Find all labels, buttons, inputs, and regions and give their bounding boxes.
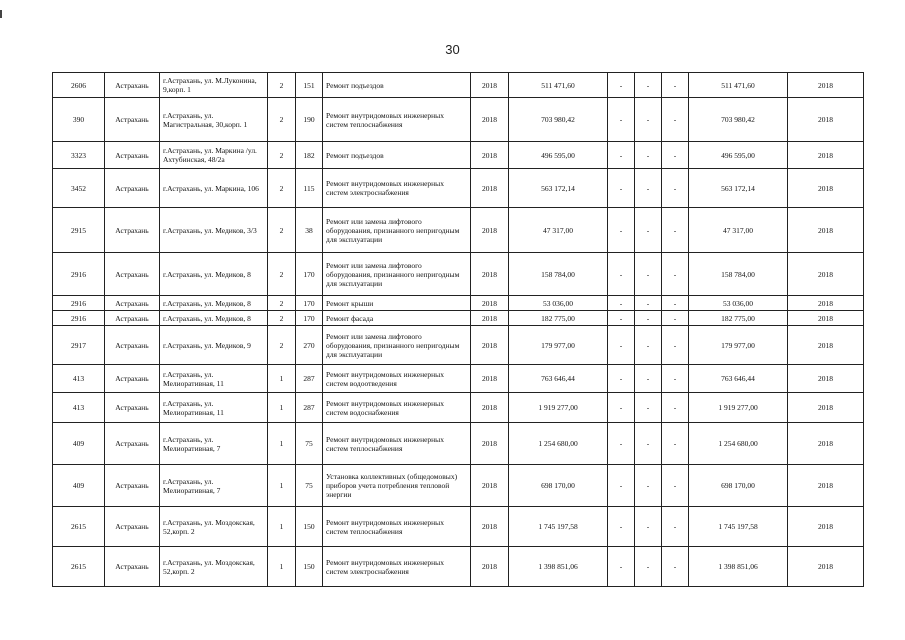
column-b-cell: 150	[296, 547, 323, 587]
dash-cell: -	[662, 326, 689, 365]
year-cell: 2018	[471, 296, 509, 311]
work-type-cell: Ремонт внутридомовых инженерных систем электроснабжения	[323, 169, 471, 208]
column-a-cell: 1	[268, 393, 296, 423]
row-id-cell: 409	[53, 465, 105, 507]
dash-cell: -	[635, 547, 662, 587]
dash-cell: -	[608, 326, 635, 365]
city-cell: Астрахань	[105, 208, 160, 253]
end-year-cell: 2018	[788, 296, 864, 311]
address-cell: г.Астрахань, ул. Медиков, 8	[160, 253, 268, 296]
city-cell: Астрахань	[105, 465, 160, 507]
table-row	[53, 507, 864, 547]
dash-cell: -	[662, 465, 689, 507]
work-type-cell: Ремонт внутридомовых инженерных систем электроснабжения	[323, 547, 471, 587]
address-cell: г.Астрахань, ул. Мелиоративная, 11	[160, 365, 268, 393]
address-cell: г.Астрахань, ул. Моздокская, 52,корп. 2	[160, 547, 268, 587]
dash-cell: -	[608, 423, 635, 465]
work-type-cell: Ремонт или замена лифтового оборудования, признанного непригодным для эксплуатации	[323, 326, 471, 365]
year-cell: 2018	[471, 423, 509, 465]
dash-cell: -	[635, 311, 662, 326]
sum-cell: 698 170,00	[509, 465, 608, 507]
sum-cell: 1 398 851,06	[509, 547, 608, 587]
column-a-cell: 2	[268, 326, 296, 365]
work-type-cell: Установка коллективных (общедомовых) приборов учета потребления тепловой энергии	[323, 465, 471, 507]
table-row	[53, 465, 864, 507]
column-b-cell: 287	[296, 365, 323, 393]
address-cell: г.Астрахань, ул. Медиков, 8	[160, 296, 268, 311]
end-year-cell: 2018	[788, 326, 864, 365]
column-a-cell: 1	[268, 465, 296, 507]
sum-cell: 1 919 277,00	[509, 393, 608, 423]
dash-cell: -	[635, 142, 662, 169]
dash-cell: -	[635, 365, 662, 393]
total-cell: 511 471,60	[689, 73, 788, 98]
page-number: 30	[445, 42, 460, 57]
row-id-cell: 2915	[53, 208, 105, 253]
address-cell: г.Астрахань, ул. Маркина /ул. Ахтубинская, 48/2а	[160, 142, 268, 169]
end-year-cell: 2018	[788, 253, 864, 296]
column-a-cell: 2	[268, 311, 296, 326]
address-cell: г.Астрахань, ул. Медиков, 8	[160, 311, 268, 326]
year-cell: 2018	[471, 253, 509, 296]
city-cell: Астрахань	[105, 365, 160, 393]
table-row	[53, 208, 864, 253]
city-cell: Астрахань	[105, 393, 160, 423]
dash-cell: -	[662, 73, 689, 98]
dash-cell: -	[608, 311, 635, 326]
end-year-cell: 2018	[788, 311, 864, 326]
dash-cell: -	[608, 393, 635, 423]
end-year-cell: 2018	[788, 365, 864, 393]
dash-cell: -	[662, 311, 689, 326]
dash-cell: -	[662, 547, 689, 587]
work-type-cell: Ремонт фасада	[323, 311, 471, 326]
year-cell: 2018	[471, 98, 509, 142]
dash-cell: -	[662, 208, 689, 253]
column-b-cell: 287	[296, 393, 323, 423]
dash-cell: -	[662, 393, 689, 423]
dash-cell: -	[635, 98, 662, 142]
city-cell: Астрахань	[105, 142, 160, 169]
row-id-cell: 2916	[53, 253, 105, 296]
column-b-cell: 75	[296, 423, 323, 465]
dash-cell: -	[635, 507, 662, 547]
work-type-cell: Ремонт внутридомовых инженерных систем водоснабжения	[323, 393, 471, 423]
dash-cell: -	[635, 423, 662, 465]
end-year-cell: 2018	[788, 507, 864, 547]
dash-cell: -	[635, 393, 662, 423]
address-cell: г.Астрахань, ул. Магистральная, 30,корп. 1	[160, 98, 268, 142]
dash-cell: -	[662, 253, 689, 296]
column-b-cell: 75	[296, 465, 323, 507]
dash-cell: -	[662, 423, 689, 465]
column-b-cell: 182	[296, 142, 323, 169]
address-cell: г.Астрахань, ул. Медиков, 3/3	[160, 208, 268, 253]
dash-cell: -	[608, 208, 635, 253]
work-type-cell: Ремонт внутридомовых инженерных систем водоотведения	[323, 365, 471, 393]
column-a-cell: 1	[268, 507, 296, 547]
dash-cell: -	[662, 169, 689, 208]
work-type-cell: Ремонт или замена лифтового оборудования, признанного непригодным для эксплуатации	[323, 253, 471, 296]
work-type-cell: Ремонт внутридомовых инженерных систем теплоснабжения	[323, 507, 471, 547]
sum-cell: 179 977,00	[509, 326, 608, 365]
sum-cell: 1 745 197,58	[509, 507, 608, 547]
column-b-cell: 190	[296, 98, 323, 142]
work-type-cell: Ремонт подъездов	[323, 142, 471, 169]
table-row	[53, 423, 864, 465]
column-a-cell: 2	[268, 73, 296, 98]
total-cell: 1 398 851,06	[689, 547, 788, 587]
column-b-cell: 150	[296, 507, 323, 547]
total-cell: 563 172,14	[689, 169, 788, 208]
address-cell: г.Астрахань, ул. Мелиоративная, 7	[160, 465, 268, 507]
year-cell: 2018	[471, 507, 509, 547]
end-year-cell: 2018	[788, 98, 864, 142]
work-type-cell: Ремонт или замена лифтового оборудования, признанного непригодным для эксплуатации	[323, 208, 471, 253]
year-cell: 2018	[471, 326, 509, 365]
sum-cell: 182 775,00	[509, 311, 608, 326]
table-row	[53, 73, 864, 98]
city-cell: Астрахань	[105, 326, 160, 365]
dash-cell: -	[608, 296, 635, 311]
row-id-cell: 2916	[53, 311, 105, 326]
end-year-cell: 2018	[788, 393, 864, 423]
row-id-cell: 2916	[53, 296, 105, 311]
address-cell: г.Астрахань, ул. Моздокская, 52,корп. 2	[160, 507, 268, 547]
table-row	[53, 326, 864, 365]
sum-cell: 511 471,60	[509, 73, 608, 98]
total-cell: 698 170,00	[689, 465, 788, 507]
city-cell: Астрахань	[105, 296, 160, 311]
address-cell: г.Астрахань, ул. М.Луконина, 9,корп. 1	[160, 73, 268, 98]
total-cell: 158 784,00	[689, 253, 788, 296]
works-table	[52, 72, 864, 587]
end-year-cell: 2018	[788, 169, 864, 208]
column-a-cell: 1	[268, 423, 296, 465]
sum-cell: 53 036,00	[509, 296, 608, 311]
row-id-cell: 409	[53, 423, 105, 465]
dash-cell: -	[608, 507, 635, 547]
table-row	[53, 142, 864, 169]
sum-cell: 763 646,44	[509, 365, 608, 393]
total-cell: 496 595,00	[689, 142, 788, 169]
scan-edge-mark	[0, 10, 2, 18]
city-cell: Астрахань	[105, 253, 160, 296]
total-cell: 1 919 277,00	[689, 393, 788, 423]
table-row	[53, 393, 864, 423]
column-b-cell: 38	[296, 208, 323, 253]
year-cell: 2018	[471, 547, 509, 587]
dash-cell: -	[608, 73, 635, 98]
work-type-cell: Ремонт внутридомовых инженерных систем теплоснабжения	[323, 98, 471, 142]
table-row	[53, 169, 864, 208]
dash-cell: -	[662, 507, 689, 547]
total-cell: 1 745 197,58	[689, 507, 788, 547]
dash-cell: -	[635, 465, 662, 507]
dash-cell: -	[608, 142, 635, 169]
end-year-cell: 2018	[788, 142, 864, 169]
column-a-cell: 2	[268, 296, 296, 311]
column-a-cell: 2	[268, 169, 296, 208]
year-cell: 2018	[471, 169, 509, 208]
dash-cell: -	[608, 465, 635, 507]
table-row	[53, 253, 864, 296]
address-cell: г.Астрахань, ул. Мелиоративная, 11	[160, 393, 268, 423]
dash-cell: -	[608, 98, 635, 142]
sum-cell: 703 980,42	[509, 98, 608, 142]
sum-cell: 563 172,14	[509, 169, 608, 208]
row-id-cell: 2615	[53, 507, 105, 547]
end-year-cell: 2018	[788, 547, 864, 587]
dash-cell: -	[635, 73, 662, 98]
column-b-cell: 170	[296, 311, 323, 326]
year-cell: 2018	[471, 73, 509, 98]
address-cell: г.Астрахань, ул. Мелиоративная, 7	[160, 423, 268, 465]
row-id-cell: 2917	[53, 326, 105, 365]
total-cell: 179 977,00	[689, 326, 788, 365]
dash-cell: -	[662, 98, 689, 142]
row-id-cell: 3452	[53, 169, 105, 208]
table-row	[53, 98, 864, 142]
row-id-cell: 390	[53, 98, 105, 142]
sum-cell: 47 317,00	[509, 208, 608, 253]
column-b-cell: 115	[296, 169, 323, 208]
end-year-cell: 2018	[788, 73, 864, 98]
column-a-cell: 2	[268, 98, 296, 142]
dash-cell: -	[635, 208, 662, 253]
dash-cell: -	[608, 547, 635, 587]
column-b-cell: 151	[296, 73, 323, 98]
table-row	[53, 547, 864, 587]
dash-cell: -	[635, 326, 662, 365]
column-b-cell: 170	[296, 253, 323, 296]
city-cell: Астрахань	[105, 73, 160, 98]
dash-cell: -	[662, 296, 689, 311]
row-id-cell: 3323	[53, 142, 105, 169]
column-a-cell: 2	[268, 142, 296, 169]
total-cell: 182 775,00	[689, 311, 788, 326]
end-year-cell: 2018	[788, 465, 864, 507]
year-cell: 2018	[471, 311, 509, 326]
column-a-cell: 1	[268, 547, 296, 587]
city-cell: Астрахань	[105, 169, 160, 208]
table-row	[53, 311, 864, 326]
end-year-cell: 2018	[788, 423, 864, 465]
dash-cell: -	[635, 253, 662, 296]
row-id-cell: 2606	[53, 73, 105, 98]
column-a-cell: 1	[268, 365, 296, 393]
city-cell: Астрахань	[105, 507, 160, 547]
work-type-cell: Ремонт подъездов	[323, 73, 471, 98]
year-cell: 2018	[471, 393, 509, 423]
city-cell: Астрахань	[105, 98, 160, 142]
address-cell: г.Астрахань, ул. Маркина, 106	[160, 169, 268, 208]
dash-cell: -	[608, 365, 635, 393]
dash-cell: -	[608, 253, 635, 296]
year-cell: 2018	[471, 365, 509, 393]
dash-cell: -	[608, 169, 635, 208]
dash-cell: -	[635, 169, 662, 208]
address-cell: г.Астрахань, ул. Медиков, 9	[160, 326, 268, 365]
work-type-cell: Ремонт внутридомовых инженерных систем теплоснабжения	[323, 423, 471, 465]
row-id-cell: 413	[53, 365, 105, 393]
column-b-cell: 170	[296, 296, 323, 311]
column-a-cell: 2	[268, 208, 296, 253]
end-year-cell: 2018	[788, 208, 864, 253]
total-cell: 703 980,42	[689, 98, 788, 142]
table-row	[53, 365, 864, 393]
table-row	[53, 296, 864, 311]
city-cell: Астрахань	[105, 311, 160, 326]
total-cell: 47 317,00	[689, 208, 788, 253]
sum-cell: 496 595,00	[509, 142, 608, 169]
work-type-cell: Ремонт крыши	[323, 296, 471, 311]
row-id-cell: 413	[53, 393, 105, 423]
dash-cell: -	[662, 142, 689, 169]
year-cell: 2018	[471, 142, 509, 169]
total-cell: 763 646,44	[689, 365, 788, 393]
year-cell: 2018	[471, 208, 509, 253]
dash-cell: -	[662, 365, 689, 393]
year-cell: 2018	[471, 465, 509, 507]
row-id-cell: 2615	[53, 547, 105, 587]
sum-cell: 1 254 680,00	[509, 423, 608, 465]
sum-cell: 158 784,00	[509, 253, 608, 296]
column-a-cell: 2	[268, 253, 296, 296]
dash-cell: -	[635, 296, 662, 311]
total-cell: 1 254 680,00	[689, 423, 788, 465]
city-cell: Астрахань	[105, 423, 160, 465]
city-cell: Астрахань	[105, 547, 160, 587]
total-cell: 53 036,00	[689, 296, 788, 311]
column-b-cell: 270	[296, 326, 323, 365]
